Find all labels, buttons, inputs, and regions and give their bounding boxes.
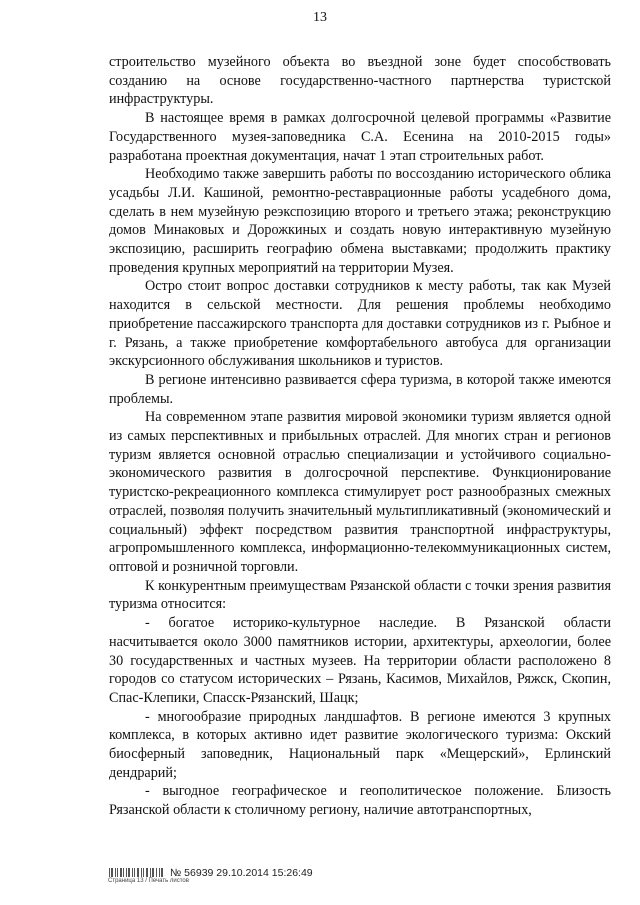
list-item: - выгодное географическое и геополитическое положение. Близость Рязанской области к столичному региону, наличие автотранспортных, xyxy=(109,783,611,819)
list-item: - богатое историко-культурное наследие. В Рязанской области насчитывается около 3000 памятников истории, архитектуры, археологии, более 30 государственных и частных музеев. На территории области расположено 8 городов со статусом исторических – Рязань, Касимов, Михайлов, Ряжск, Скопин, Спас-Клепики, Спасск-Рязанский, Шацк; xyxy=(109,615,611,706)
paragraph: В регионе интенсивно развивается сфера туризма, в которой также имеются проблемы. xyxy=(109,371,611,407)
paragraph: Остро стоит вопрос доставки сотрудников к месту работы, так как Музей находится в сельской местности. Для решения проблемы необходимо приобретение пассажирского транспорта для доставки сотрудников из г. Рыбное и г. Рязань, а также приобретение комфортабельного автобуса для организации экскурсионного обслуживания школьников и туристов. xyxy=(109,278,611,370)
document-registration-info: № 56939 29.10.2014 15:26:49 xyxy=(170,867,313,879)
paragraph: строительство музейного объекта во въездной зоне будет способствовать созданию на основе государственно-частного партнерства туристской инфраструктуры. xyxy=(109,54,611,108)
stamp-label: Страница 13 / Печать листов xyxy=(108,878,189,884)
paragraph: Необходимо также завершить работы по воссозданию исторического облика усадьбы Л.И. Кашиной, ремонтно-реставрационные работы усадебного дома, сделать в нем музейную реэкспозицию второго и третьего этажа; реконструкцию домов Минаковых и Дорожкиных и создать новую интерактивную музейную экспозицию, расширить географию обмена выставками; продолжить практику проведения крупных мероприятий на территории Музея. xyxy=(109,166,611,276)
document-body xyxy=(109,53,611,820)
paragraph: На современном этапе развития мировой экономики туризм является одной из самых перспективных и прибыльных отраслей. Для многих стран и регионов туризм является основной отраслью специализации и устойчивого социально-экономического развития в долгосрочной перспективе. Функционирование туристско-рекреационного комплекса стимулирует рост разнообразных смежных отраслей, позволяя получить значительный мультипликативный (экономический и социальный) эффект посредством развития транспортной инфраструктуры, агропромышленного комплекса, информационно-телекоммуникационных систем, оптовой и розничной торговли. xyxy=(109,409,611,575)
paragraph: В настоящее время в рамках долгосрочной целевой программы «Развитие Государственного музея-заповедника С.А. Есенина на 2010-2015 годы» разработана проектная документация, начат 1 этап строительных работ. xyxy=(109,110,611,164)
paragraph: К конкурентным преимуществам Рязанской области с точки зрения развития туризма относится: xyxy=(109,577,611,613)
barcode-stamp xyxy=(108,866,189,890)
list-item: - многообразие природных ландшафтов. В регионе имеются 3 крупных комплекса, в которых активно идет развитие экологического туризма: Окский биосферный заповедник, Национальный парк «Мещерский», Ерлинский дендрарий; xyxy=(109,708,611,781)
page-number: 13 xyxy=(313,10,327,25)
